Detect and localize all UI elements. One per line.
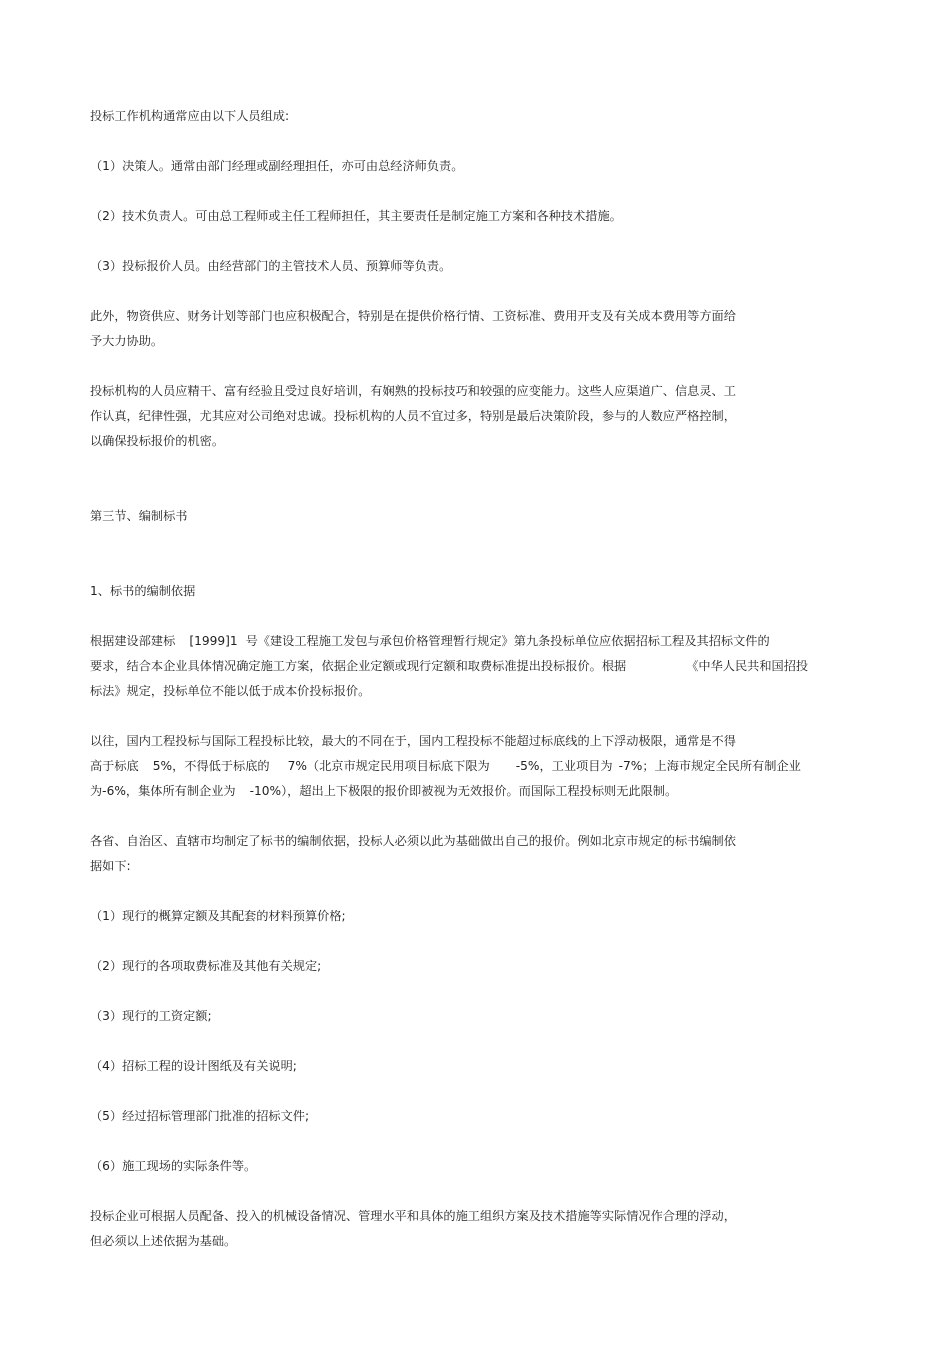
basis-item-3: （3）现行的工资定额; [90, 1009, 212, 1023]
comparison-text-2c: 7%（北京市规定民用项目标底下限为 [287, 759, 490, 773]
other-depts-line-2: 予大力协助。 [90, 334, 164, 348]
basis-line-2 [90, 658, 808, 674]
comparison-text-2e: -7%；上海市规定全民所有制企业 [618, 759, 801, 773]
basis-text-1c: 号《建设工程施工发包与承包价格管理暂行规定》第九条投标单位应依据招标工程及其招标文件的 [245, 634, 770, 648]
comparison-line-1: 以往，国内工程投标与国际工程投标比较，最大的不同在于，国内工程投标不能超过标底线的上下浮动极限，通常是不得 [90, 734, 736, 748]
staff-item-2: （2）技术负责人。可由总工程师或主任工程师担任，其主要责任是制定施工方案和各种技术措施。 [90, 209, 622, 223]
comparison-text-3a: 为-6%，集体所有制企业为 [90, 784, 236, 798]
other-depts-line-1: 此外，物资供应、财务计划等部门也应积极配合，特别是在提供价格行情、工资标准、费用开支及有关成本费用等方面给 [90, 309, 736, 323]
basis-item-2: （2）现行的各项取费标准及其他有关规定; [90, 959, 322, 973]
basis-text-1a: 根据建设部建标 [90, 634, 176, 648]
basis-item-1: （1）现行的概算定额及其配套的材料预算价格; [90, 909, 346, 923]
basis-line-1 [90, 633, 770, 649]
closing-line-2: 但必须以上述依据为基础。 [90, 1234, 237, 1248]
qualities-line-2: 作认真，纪律性强，尤其应对公司绝对忠诚。投标机构的人员不宜过多，特别是最后决策阶段，参与的人数应严格控制， [90, 409, 736, 423]
subsection-title: 1、标书的编制依据 [90, 584, 196, 598]
staff-item-3: （3）投标报价人员。由经营部门的主管技术人员、预算师等负责。 [90, 259, 452, 273]
comparison-line-2 [90, 758, 801, 774]
section-title: 第三节、编制标书 [90, 509, 188, 523]
regional-line-2: 据如下: [90, 859, 131, 873]
basis-item-5: （5）经过招标管理部门批准的招标文件; [90, 1109, 310, 1123]
basis-text-2a: 要求，结合本企业具体情况确定施工方案，依据企业定额或现行定额和取费标准提出投标报价。根据 [90, 659, 627, 673]
comparison-text-2b: 5%，不得低于标底的 [152, 759, 270, 773]
basis-line-3: 标法》规定，投标单位不能以低于成本价投标报价。 [90, 684, 371, 698]
basis-item-4: （4）招标工程的设计图纸及有关说明; [90, 1059, 297, 1073]
comparison-text-2d: -5%，工业项目为 [515, 759, 613, 773]
regional-line-1: 各省、自治区、直辖市均制定了标书的编制依据，投标人必须以此为基础做出自己的报价。例如北京市规定的标书编制依 [90, 834, 736, 848]
basis-text-1b: [1999]1 [189, 634, 238, 648]
qualities-line-1: 投标机构的人员应精干、富有经验且受过良好培训，有娴熟的投标技巧和较强的应变能力。这些人应渠道广、信息灵、工 [90, 384, 736, 398]
comparison-line-3 [90, 783, 677, 799]
comparison-text-2a: 高于标底 [90, 759, 139, 773]
closing-line-1: 投标企业可根据人员配备、投入的机械设备情况、管理水平和具体的施工组织方案及技术措施等实际情况作合理的浮动， [90, 1209, 736, 1223]
staff-item-1: （1）决策人。通常由部门经理或副经理担任，亦可由总经济师负责。 [90, 159, 464, 173]
qualities-line-3: 以确保投标报价的机密。 [90, 434, 225, 448]
comparison-text-3b: -10%），超出上下极限的报价即被视为无效报价。而国际工程投标则无此限制。 [249, 784, 678, 798]
intro-paragraph: 投标工作机构通常应由以下人员组成: [90, 109, 290, 123]
basis-item-6: （6）施工现场的实际条件等。 [90, 1159, 257, 1173]
basis-text-2b: 《中华人民共和国招投 [686, 659, 809, 673]
